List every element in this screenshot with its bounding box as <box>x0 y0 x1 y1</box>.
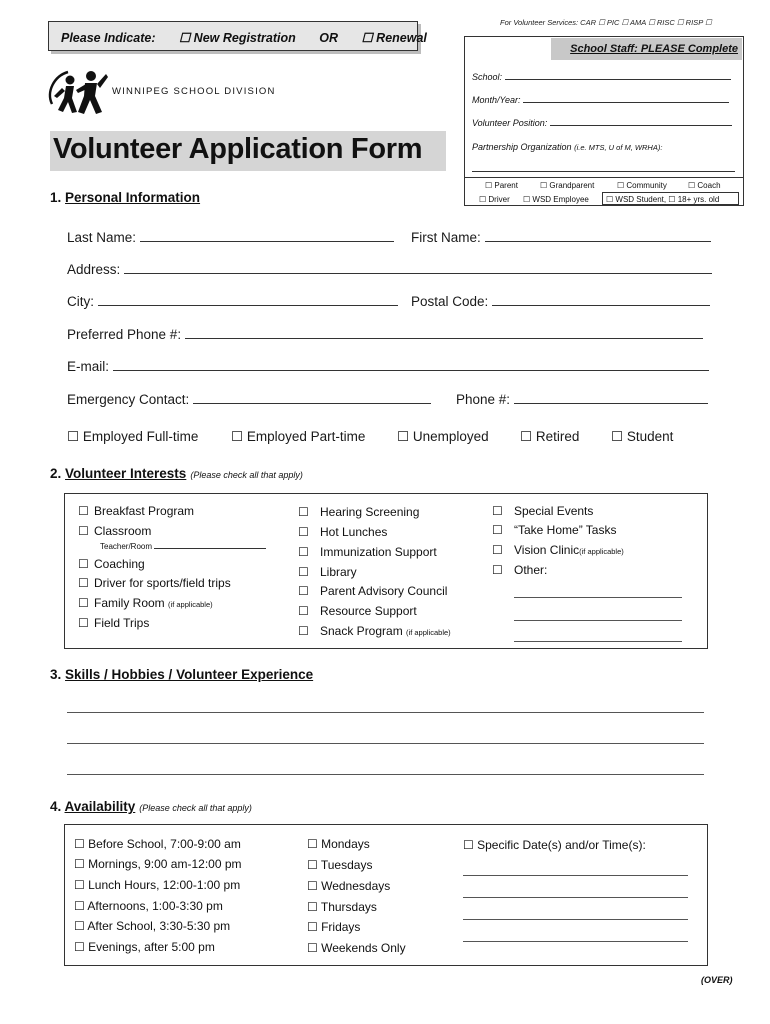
city-field[interactable]: City: <box>67 294 398 309</box>
interest-resource-support[interactable]: ☐ Resource Support <box>298 604 417 618</box>
emergency-phone-field[interactable]: Phone #: <box>456 392 708 407</box>
skills-line[interactable] <box>67 774 704 775</box>
teacher-room-field[interactable]: Teacher/Room <box>100 541 266 551</box>
interest-other[interactable]: ☐ Other: <box>492 563 548 577</box>
postal-code-field[interactable]: Postal Code: <box>411 294 710 309</box>
specific-line[interactable] <box>463 875 688 876</box>
type-coach-checkbox[interactable]: ☐ Coach <box>688 181 721 190</box>
interest-coaching[interactable]: ☐ Coaching <box>78 557 145 571</box>
avail-weekends-only[interactable]: ☐ Weekends Only <box>307 941 406 955</box>
specific-line[interactable] <box>463 941 688 942</box>
email-field[interactable]: E-mail: <box>67 359 709 374</box>
avail-before-school[interactable]: ☐ Before School, 7:00-9:00 am <box>74 837 241 851</box>
interest-special-events[interactable]: ☐ Special Events <box>492 504 594 518</box>
avail-afternoons[interactable]: ☐ Afternoons, 1:00-3:30 pm <box>74 899 223 913</box>
retired-checkbox[interactable]: ☐ Retired <box>520 429 580 444</box>
interest-hearing-screening[interactable]: ☐ Hearing Screening <box>298 505 420 519</box>
type-parent-checkbox[interactable]: ☐ Parent <box>485 181 518 190</box>
interest-field-trips[interactable]: ☐ Field Trips <box>78 616 150 630</box>
avail-wednesdays[interactable]: ☐ Wednesdays <box>307 879 391 893</box>
avail-evenings[interactable]: ☐ Evenings, after 5:00 pm <box>74 940 215 954</box>
school-field[interactable]: School: <box>472 71 731 82</box>
interest-snack-program[interactable]: ☐ Snack Program (if applicable) <box>298 624 451 638</box>
registration-type-box <box>48 21 427 51</box>
specific-line[interactable] <box>463 897 688 898</box>
type-grandparent-checkbox[interactable]: ☐ Grandparent <box>540 181 595 190</box>
month-year-field[interactable]: Month/Year: <box>472 94 729 105</box>
type-wsd-employee-checkbox[interactable]: ☐ WSD Employee <box>523 195 589 204</box>
emergency-contact-field[interactable]: Emergency Contact: <box>67 392 431 407</box>
avail-mornings[interactable]: ☐ Mornings, 9:00 am-12:00 pm <box>74 857 242 871</box>
avail-after-school[interactable]: ☐ After School, 3:30-5:30 pm <box>74 919 231 933</box>
avail-specific-dates[interactable]: ☐ Specific Date(s) and/or Time(s): <box>463 838 646 852</box>
first-name-field[interactable]: First Name: <box>411 230 711 245</box>
unemployed-checkbox[interactable]: ☐ Unemployed <box>397 429 489 444</box>
other-line[interactable] <box>514 620 682 621</box>
winnipeg-school-division-logo <box>44 62 114 122</box>
interest-library[interactable]: ☐ Library <box>298 565 357 579</box>
type-wsd-student-checkbox[interactable]: ☐ WSD Student, ☐ 18+ yrs. old <box>606 195 720 204</box>
address-field[interactable]: Address: <box>67 262 712 277</box>
partnership-organization-field[interactable]: Partnership Organization (i.e. MTS, U of M, WRHA): <box>472 142 663 152</box>
avail-fridays[interactable]: ☐ Fridays <box>307 920 361 934</box>
type-driver-checkbox[interactable]: ☐ Driver <box>479 195 510 204</box>
volunteer-position-field[interactable]: Volunteer Position: <box>472 117 732 128</box>
renewal-checkbox[interactable]: ☐ Renewal <box>361 31 427 45</box>
volunteer-services-checkboxes[interactable]: For Volunteer Services: CAR ☐ PIC ☐ AMA ☐ RISC ☐ RISP ☐ <box>500 18 712 27</box>
other-line[interactable] <box>514 641 682 642</box>
or-label: OR <box>319 31 338 45</box>
avail-lunch-hours[interactable]: ☐ Lunch Hours, 12:00-1:00 pm <box>74 878 241 892</box>
section-4-heading: 4. Availability (Please check all that apply) <box>50 799 252 814</box>
interest-vision-clinic[interactable]: ☐ Vision Clinic(if applicable) <box>492 543 624 557</box>
student-checkbox[interactable]: ☐ Student <box>611 429 674 444</box>
skills-line[interactable] <box>67 712 704 713</box>
staff-banner: School Staff: PLEASE Complete <box>551 38 742 60</box>
interest-classroom[interactable]: ☐ Classroom <box>78 524 152 538</box>
type-community-checkbox[interactable]: ☐ Community <box>617 181 667 190</box>
indicate-label: Please Indicate: <box>61 31 156 45</box>
interest-family-room[interactable]: ☐ Family Room (if applicable) <box>78 596 213 610</box>
avail-thursdays[interactable]: ☐ Thursdays <box>307 900 377 914</box>
section-3-heading: 3. Skills / Hobbies / Volunteer Experience <box>50 667 314 682</box>
interest-immunization-support[interactable]: ☐ Immunization Support <box>298 545 437 559</box>
page-title: Volunteer Application Form <box>50 131 446 171</box>
other-line[interactable] <box>514 597 682 598</box>
interest-driver[interactable]: ☐ Driver for sports/field trips <box>78 576 231 590</box>
over-label: (OVER) <box>701 975 733 985</box>
staff-volunteer-types <box>465 177 743 207</box>
partnership-line <box>472 171 735 172</box>
interest-take-home-tasks[interactable]: ☐ “Take Home” Tasks <box>492 523 617 537</box>
last-name-field[interactable]: Last Name: <box>67 230 394 245</box>
avail-mondays[interactable]: ☐ Mondays <box>307 837 370 851</box>
section-1-heading: 1. Personal Information <box>50 190 201 205</box>
interest-hot-lunches[interactable]: ☐ Hot Lunches <box>298 525 388 539</box>
school-staff-box <box>464 36 744 206</box>
employed-full-time-checkbox[interactable]: ☐ Employed Full-time <box>67 429 199 444</box>
preferred-phone-field[interactable]: Preferred Phone #: <box>67 327 703 342</box>
employed-part-time-checkbox[interactable]: ☐ Employed Part-time <box>231 429 366 444</box>
interest-breakfast-program[interactable]: ☐ Breakfast Program <box>78 504 195 518</box>
skills-line[interactable] <box>67 743 704 744</box>
specific-line[interactable] <box>463 919 688 920</box>
interest-parent-advisory-council[interactable]: ☐ Parent Advisory Council <box>298 584 448 598</box>
section-2-heading: 2. Volunteer Interests (Please check all that apply) <box>50 466 303 481</box>
avail-tuesdays[interactable]: ☐ Tuesdays <box>307 858 373 872</box>
new-registration-checkbox[interactable]: ☐ New Registration <box>178 31 296 45</box>
logo-text: WINNIPEG SCHOOL DIVISION <box>112 86 276 97</box>
